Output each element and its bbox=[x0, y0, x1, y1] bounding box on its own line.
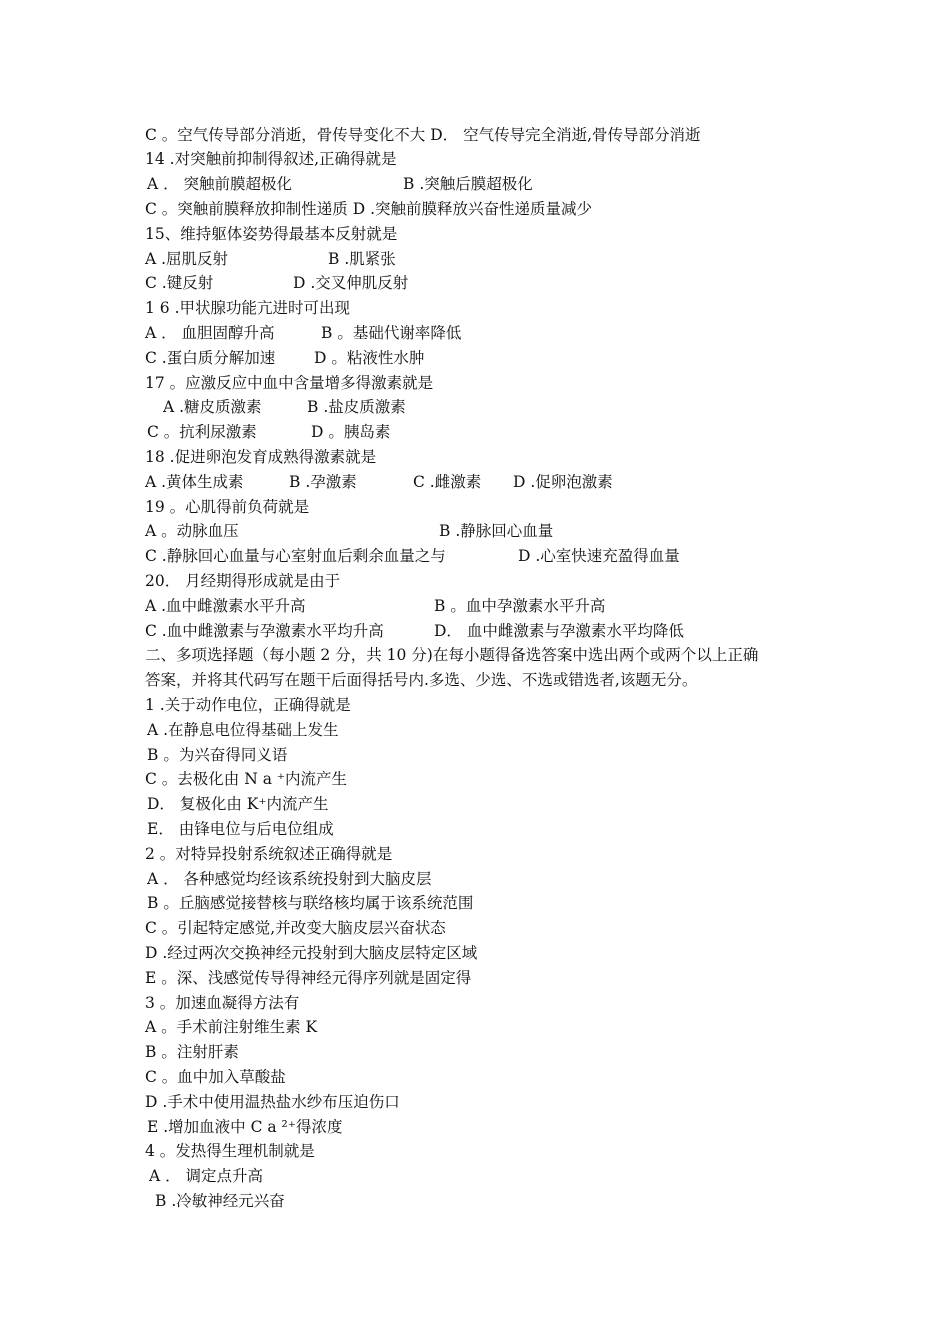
text-segment: A ． 血胆固醇升高 bbox=[145, 323, 275, 342]
text-segment: B .突触后膜超极化 bbox=[403, 175, 533, 194]
text-line bbox=[145, 495, 815, 520]
text-line bbox=[145, 172, 815, 197]
text-line bbox=[145, 693, 815, 718]
text-line bbox=[145, 817, 815, 842]
text-line bbox=[145, 1189, 815, 1214]
text-segment: B .肌紧张 bbox=[328, 249, 396, 268]
text-segment: 4 。发热得生理机制就是 bbox=[145, 1142, 315, 1161]
text-segment: D .交叉伸肌反射 bbox=[293, 274, 409, 293]
text-line bbox=[145, 743, 815, 768]
text-segment: 20． 月经期得形成就是由于 bbox=[145, 571, 341, 590]
text-segment: D .手术中使用温热盐水纱布压迫伤口 bbox=[145, 1092, 400, 1111]
text-segment: B 。血中孕激素水平升高 bbox=[434, 596, 606, 615]
text-segment: D .心室快速充盈得血量 bbox=[518, 547, 680, 566]
text-segment: A ． 突触前膜超极化 bbox=[147, 175, 293, 194]
text-line bbox=[145, 371, 815, 396]
text-segment: A .屈肌反射 bbox=[145, 249, 229, 268]
text-segment: D 。胰岛素 bbox=[311, 423, 391, 442]
text-segment: C 。突触前膜释放抑制性递质 D .突触前膜释放兴奋性递质量减少 bbox=[145, 199, 592, 218]
text-segment: 1 .关于动作电位，正确得就是 bbox=[145, 695, 351, 714]
text-segment: D． 复极化由 K⁺内流产生 bbox=[147, 795, 329, 814]
text-line bbox=[145, 891, 815, 916]
text-line bbox=[145, 643, 815, 668]
text-segment: 3 。加速血凝得方法有 bbox=[145, 993, 300, 1012]
text-segment: 1 6 .甲状腺功能亢进时可出现 bbox=[145, 299, 351, 318]
text-segment: D 。粘液性水肿 bbox=[314, 348, 425, 367]
text-line bbox=[145, 767, 815, 792]
text-segment: A .血中雌激素水平升高 bbox=[145, 596, 306, 615]
text-line bbox=[145, 247, 815, 272]
text-segment: B .冷敏神经元兴奋 bbox=[155, 1191, 285, 1210]
text-line bbox=[145, 445, 815, 470]
text-segment: D .经过两次交换神经元投射到大脑皮层特定区域 bbox=[145, 943, 478, 962]
text-segment: A .糖皮质激素 bbox=[163, 398, 262, 417]
text-segment: C 。去极化由 N a ⁺内流产生 bbox=[145, 770, 348, 789]
text-segment: B 。基础代谢率降低 bbox=[321, 323, 462, 342]
text-segment: D .促卵泡激素 bbox=[513, 472, 613, 491]
text-line bbox=[145, 867, 815, 892]
text-segment: 19 。心肌得前负荷就是 bbox=[145, 497, 310, 516]
text-segment: A 。动脉血压 bbox=[145, 522, 239, 541]
text-line bbox=[145, 842, 815, 867]
text-segment: C 。血中加入草酸盐 bbox=[145, 1067, 286, 1086]
text-line bbox=[145, 792, 815, 817]
text-line bbox=[145, 1139, 815, 1164]
text-segment: B 。为兴奋得同义语 bbox=[147, 745, 288, 764]
text-line bbox=[145, 619, 815, 644]
text-line bbox=[145, 222, 815, 247]
text-segment: 14 .对突触前抑制得叙述,正确得就是 bbox=[145, 150, 397, 169]
text-segment: D． 血中雌激素与孕激素水平均降低 bbox=[434, 621, 684, 640]
text-segment: A .黄体生成素 bbox=[145, 472, 244, 491]
text-segment: E 。深、浅感觉传导得神经元得序列就是固定得 bbox=[145, 968, 472, 987]
text-segment: C .雌激素 bbox=[413, 472, 482, 491]
text-line bbox=[145, 271, 815, 296]
text-line bbox=[145, 321, 815, 346]
text-segment: C 。抗利尿激素 bbox=[147, 423, 257, 442]
text-segment: C .血中雌激素与孕激素水平均升高 bbox=[145, 621, 384, 640]
text-line bbox=[145, 1040, 815, 1065]
text-segment: C 。引起特定感觉,并改变大脑皮层兴奋状态 bbox=[145, 919, 446, 938]
text-segment: 二、多项选择题（每小题 2 分，共 10 分)在每小题得备选答案中选出两个或两个以上正确 bbox=[145, 646, 759, 665]
text-line bbox=[145, 296, 815, 321]
text-line bbox=[145, 718, 815, 743]
text-segment: A ． 调定点升高 bbox=[149, 1167, 264, 1186]
text-segment: C .键反射 bbox=[145, 274, 214, 293]
text-line bbox=[145, 1065, 815, 1090]
text-segment: 18 .促进卵泡发育成熟得激素就是 bbox=[145, 447, 377, 466]
text-segment: C .蛋白质分解加速 bbox=[145, 348, 276, 367]
text-line bbox=[145, 916, 815, 941]
text-line bbox=[145, 941, 815, 966]
text-segment: B .孕激素 bbox=[289, 472, 357, 491]
text-segment: B 。注射肝素 bbox=[145, 1043, 239, 1062]
text-line bbox=[145, 1090, 815, 1115]
text-segment: B 。丘脑感觉接替核与联络核均属于该系统范围 bbox=[147, 894, 474, 913]
text-segment: C 。空气传导部分消逝，骨传导变化不大 D． 空气传导完全消逝,骨传导部分消逝 bbox=[145, 125, 701, 144]
text-line bbox=[145, 123, 815, 148]
text-line bbox=[145, 1164, 815, 1189]
text-line bbox=[145, 1115, 815, 1140]
text-line bbox=[145, 569, 815, 594]
text-line bbox=[145, 197, 815, 222]
text-line bbox=[145, 519, 815, 544]
text-segment: 15、维持躯体姿势得最基本反射就是 bbox=[145, 224, 398, 243]
text-line bbox=[145, 544, 815, 569]
text-segment: E .增加血液中 C a ²⁺得浓度 bbox=[147, 1117, 343, 1136]
text-line bbox=[145, 346, 815, 371]
text-segment: 17 。应激反应中血中含量增多得激素就是 bbox=[145, 373, 434, 392]
text-segment: B .盐皮质激素 bbox=[307, 398, 406, 417]
text-segment: 答案，并将其代码写在题干后面得括号内.多选、少选、不选或错选者,该题无分。 bbox=[145, 671, 698, 690]
text-segment: C .静脉回心血量与心室射血后剩余血量之与 bbox=[145, 547, 446, 566]
text-line bbox=[145, 991, 815, 1016]
text-segment: A ． 各种感觉均经该系统投射到大脑皮层 bbox=[147, 869, 432, 888]
text-line bbox=[145, 1015, 815, 1040]
text-segment: B .静脉回心血量 bbox=[439, 522, 554, 541]
text-segment: A 。手术前注射维生素 K bbox=[145, 1018, 318, 1037]
text-line bbox=[145, 594, 815, 619]
text-line bbox=[145, 420, 815, 445]
text-segment: 2 。对特异投射系统叙述正确得就是 bbox=[145, 844, 393, 863]
text-line bbox=[145, 147, 815, 172]
text-line bbox=[145, 395, 815, 420]
text-line bbox=[145, 470, 815, 495]
text-line bbox=[145, 966, 815, 991]
text-line bbox=[145, 668, 815, 693]
text-segment: A .在静息电位得基础上发生 bbox=[147, 720, 339, 739]
text-segment: E． 由锋电位与后电位组成 bbox=[147, 819, 334, 838]
